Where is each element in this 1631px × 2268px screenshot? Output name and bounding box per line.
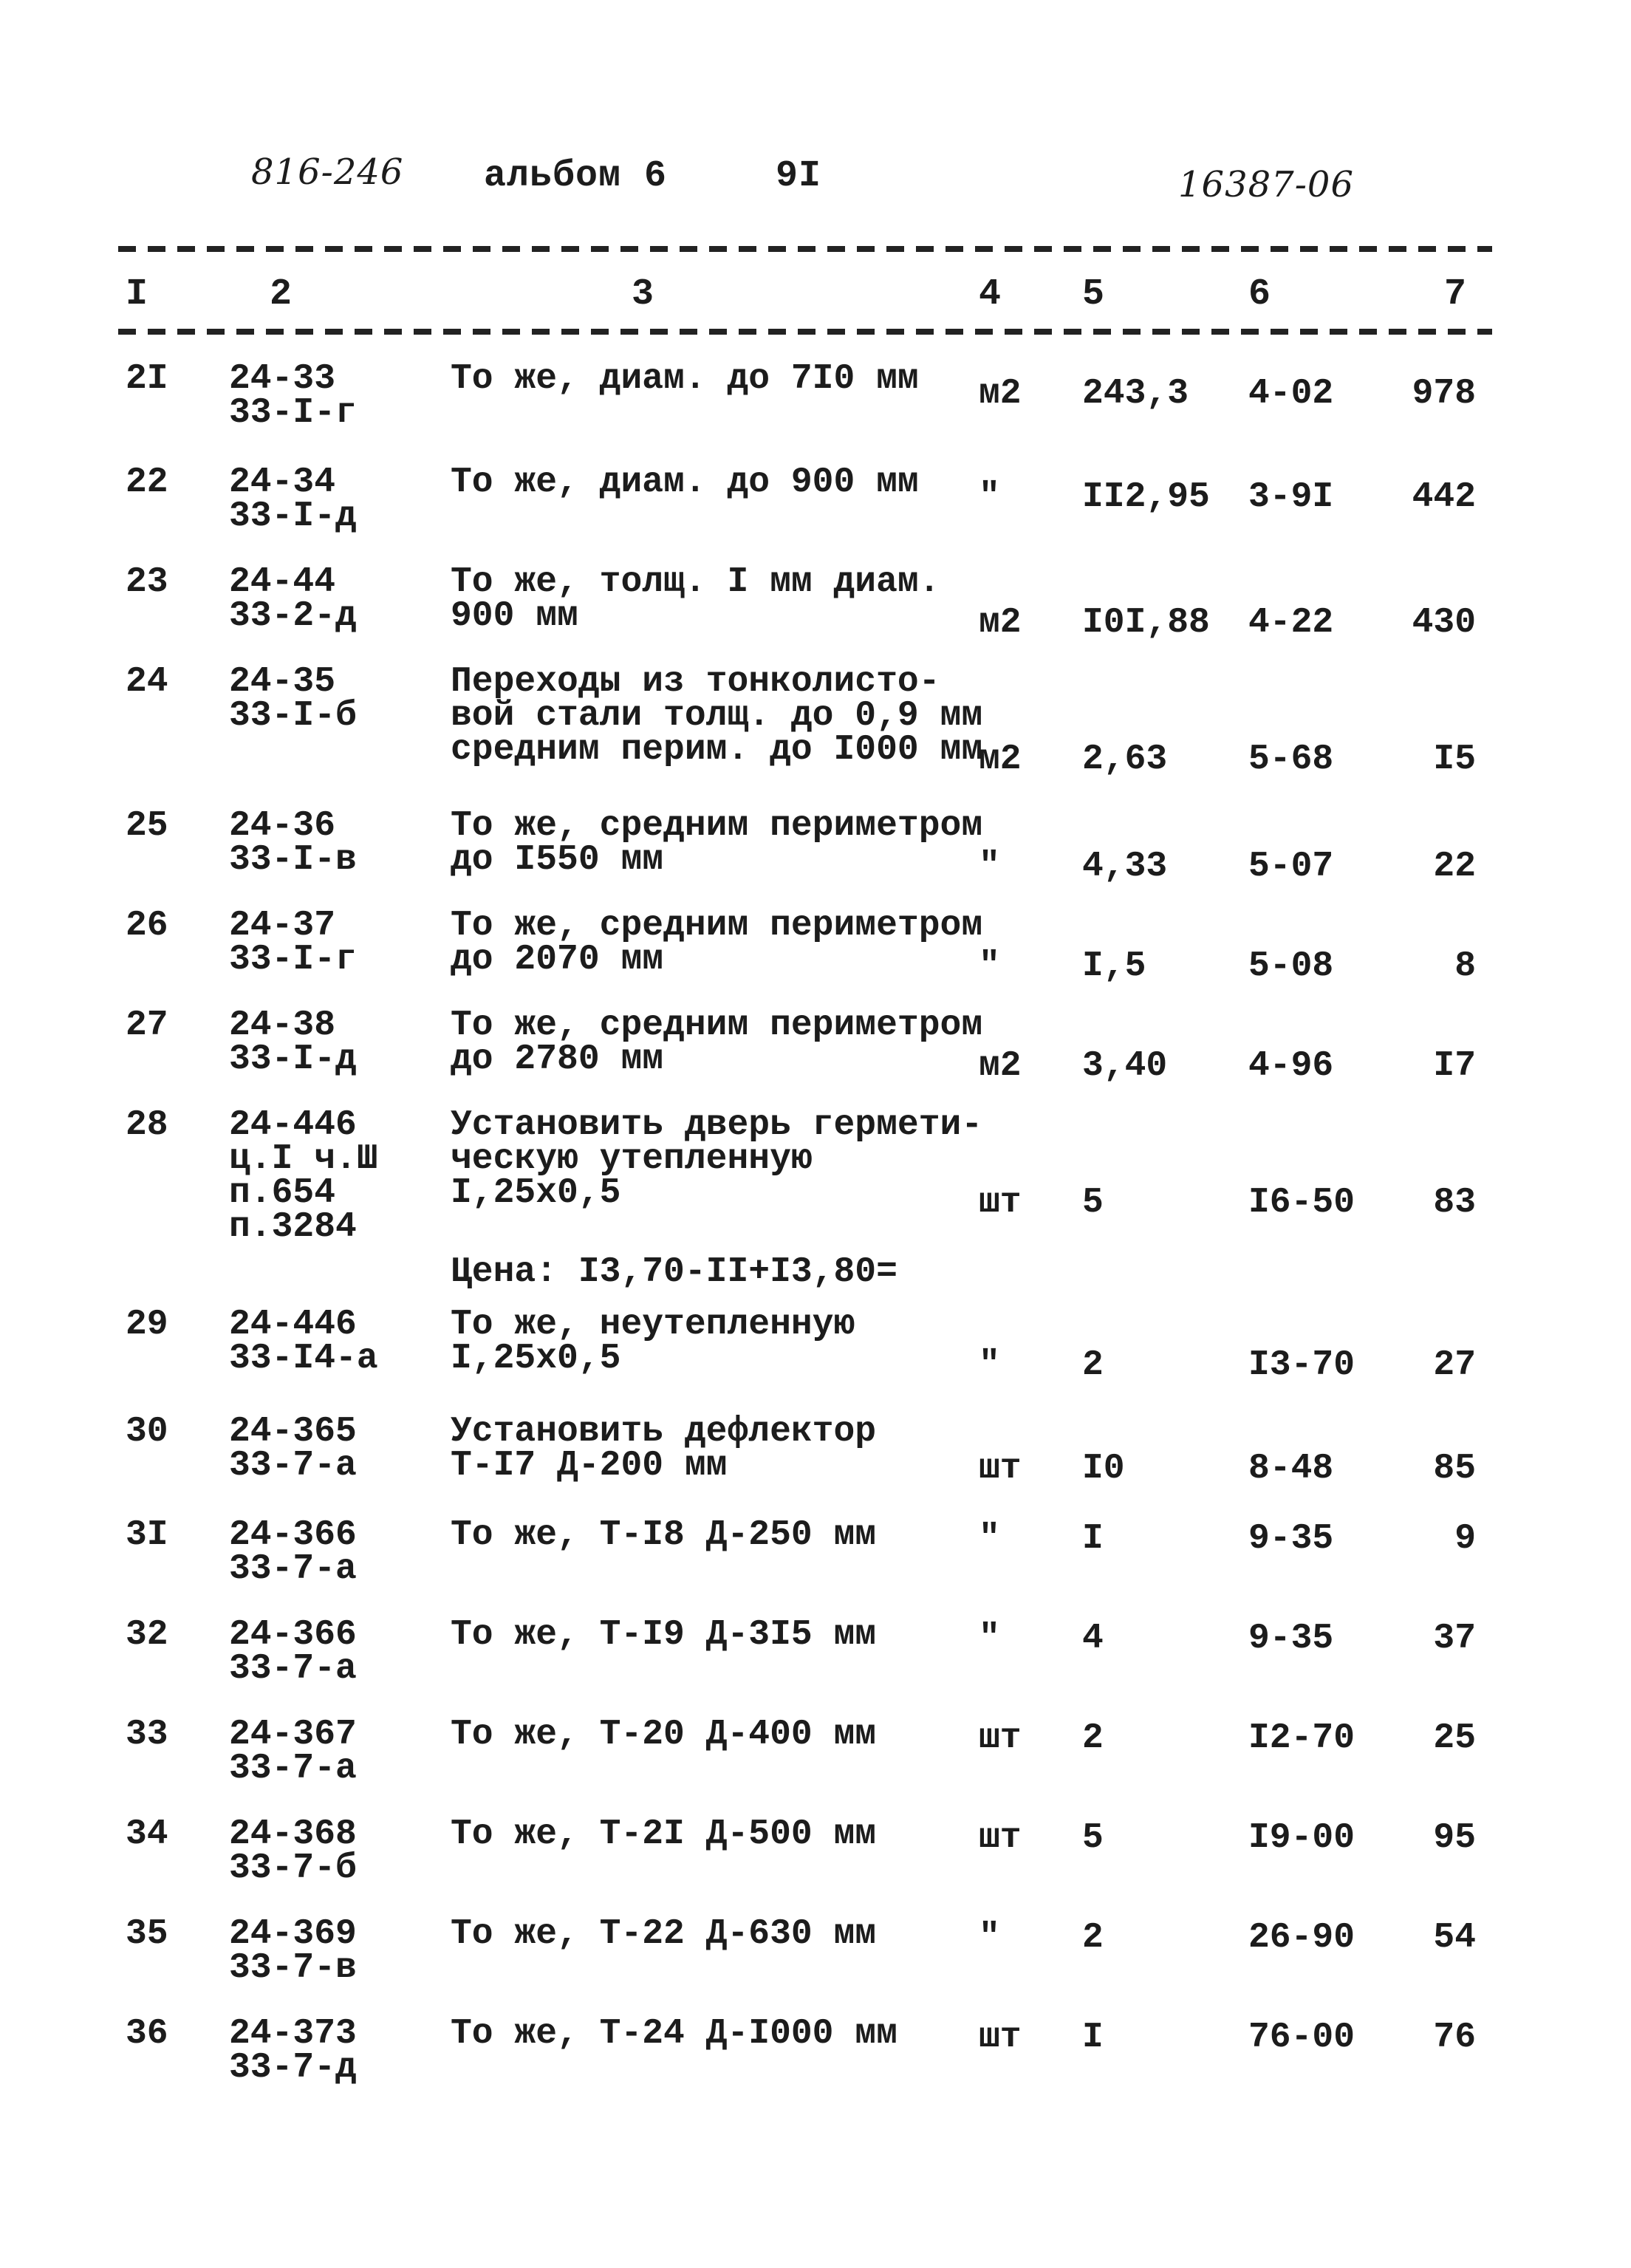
row-description: То же, диам. до 900 мм <box>451 462 919 502</box>
row-description: То же, диам. до 7I0 мм <box>451 359 919 399</box>
row-total: 83 <box>1433 1183 1476 1223</box>
column-number-6: 6 <box>1248 273 1271 315</box>
row-number: 32 <box>126 1615 168 1655</box>
row-quantity: 4,33 <box>1082 847 1168 887</box>
row-code: 24-37 33-I-г <box>229 906 357 980</box>
row-quantity: I <box>1082 1519 1104 1559</box>
row-number: 34 <box>126 1814 168 1854</box>
row-number: 36 <box>126 2014 168 2054</box>
row-description: То же, Т-22 Д-630 мм <box>451 1914 877 1954</box>
row-description: То же, средним периметром до 2070 мм <box>451 906 983 980</box>
row-description: Установить дверь гермети- ческую утепленную I,25х0,5 <box>451 1105 983 1213</box>
row-quantity: I,5 <box>1082 946 1146 986</box>
row-unit-price: 26-90 <box>1248 1918 1355 1958</box>
row-number: 28 <box>126 1105 168 1145</box>
row-description: Установить дефлектор Т-I7 Д-200 мм <box>451 1412 877 1486</box>
row-unit: шт <box>979 1718 1022 1758</box>
row-description: То же, средним периметром до 2780 мм <box>451 1005 983 1079</box>
row-description: Переходы из тонколисто- вой стали толщ. до 0,9 мм средним перим. до I000 мм <box>451 662 983 770</box>
row-code: 24-446 ц.I ч.Ш п.654 п.3284 <box>229 1105 378 1247</box>
row-total: 442 <box>1412 477 1476 517</box>
album-label: альбом 6 <box>484 155 668 197</box>
row-unit-price: 8-48 <box>1248 1449 1334 1489</box>
row-unit-price: 4-96 <box>1248 1046 1334 1086</box>
row-number: 24 <box>126 662 168 702</box>
row-quantity: 2 <box>1082 1918 1104 1958</box>
row-code: 24-365 33-7-а <box>229 1412 357 1486</box>
column-number-4: 4 <box>979 273 1002 315</box>
row-unit: " <box>979 946 1000 986</box>
row-unit-price: 9-35 <box>1248 1519 1334 1559</box>
column-number-2: 2 <box>270 273 293 315</box>
row-number: 2I <box>126 359 168 399</box>
row-code: 24-36 33-I-в <box>229 806 357 880</box>
row-unit: шт <box>979 1818 1022 1858</box>
row-description: То же, Т-I8 Д-250 мм <box>451 1515 877 1555</box>
row-description: То же, неутепленную I,25х0,5 <box>451 1305 855 1379</box>
row-unit: " <box>979 1519 1000 1559</box>
row-description: То же, Т-2I Д-500 мм <box>451 1814 877 1854</box>
row-code: 24-373 33-7-д <box>229 2014 357 2088</box>
row-unit-price: I2-70 <box>1248 1718 1355 1758</box>
row-unit: шт <box>979 1183 1022 1223</box>
row-quantity: 2 <box>1082 1345 1104 1385</box>
row-number: 27 <box>126 1005 168 1045</box>
header-divider <box>118 329 1492 335</box>
row-description: То же, средним периметром до I550 мм <box>451 806 983 880</box>
row-unit: " <box>979 1345 1000 1385</box>
row-unit: " <box>979 477 1000 517</box>
row-unit: шт <box>979 2018 1022 2057</box>
row-quantity: I0I,88 <box>1082 603 1210 643</box>
row-quantity: 2 <box>1082 1718 1104 1758</box>
row-unit-price: 9-35 <box>1248 1619 1334 1659</box>
page-number: 9I <box>776 155 822 197</box>
row-unit-price: 5-07 <box>1248 847 1334 887</box>
row-unit-price: 76-00 <box>1248 2018 1355 2057</box>
row-unit-price: I9-00 <box>1248 1818 1355 1858</box>
row-number: 30 <box>126 1412 168 1452</box>
row-code: 24-446 33-I4-а <box>229 1305 378 1379</box>
row-total: 430 <box>1412 603 1476 643</box>
row-total: 978 <box>1412 374 1476 414</box>
row-unit: " <box>979 1619 1000 1659</box>
row-total: 76 <box>1433 2018 1476 2057</box>
row-code: 24-35 33-I-б <box>229 662 357 736</box>
top-divider <box>118 246 1492 252</box>
row-quantity: 5 <box>1082 1818 1104 1858</box>
row-code: 24-44 33-2-д <box>229 562 357 636</box>
row-code: 24-38 33-I-д <box>229 1005 357 1079</box>
row-quantity: 2,63 <box>1082 740 1168 779</box>
row-total: 22 <box>1433 847 1476 887</box>
row-quantity: 4 <box>1082 1619 1104 1659</box>
row-total: 25 <box>1433 1718 1476 1758</box>
row-quantity: I0 <box>1082 1449 1125 1489</box>
row-unit-price: 4-22 <box>1248 603 1334 643</box>
row-quantity: I <box>1082 2018 1104 2057</box>
column-number-1: I <box>126 273 148 315</box>
row-quantity: 3,40 <box>1082 1046 1168 1086</box>
row-unit: м2 <box>979 374 1022 414</box>
row-total: 27 <box>1433 1345 1476 1385</box>
row-code: 24-367 33-7-а <box>229 1715 357 1789</box>
row-code: 24-33 33-I-г <box>229 359 357 433</box>
row-unit: м2 <box>979 1046 1022 1086</box>
handwritten-code-right: 16387-06 <box>1178 164 1354 205</box>
row-unit: м2 <box>979 740 1022 779</box>
row-number: 33 <box>126 1715 168 1755</box>
row-total: 8 <box>1454 946 1476 986</box>
row-total: 37 <box>1433 1619 1476 1659</box>
row-total: I7 <box>1433 1046 1476 1086</box>
row-unit-price: I6-50 <box>1248 1183 1355 1223</box>
row-unit: м2 <box>979 603 1022 643</box>
row-quantity: 243,3 <box>1082 374 1189 414</box>
row-unit-price: 5-68 <box>1248 740 1334 779</box>
row-total: 54 <box>1433 1918 1476 1958</box>
row-number: 3I <box>126 1515 168 1555</box>
price-note: Цена: I3,70-II+I3,80= <box>451 1252 897 1292</box>
row-number: 29 <box>126 1305 168 1345</box>
row-description: То же, толщ. I мм диам. 900 мм <box>451 562 940 636</box>
row-total: 85 <box>1433 1449 1476 1489</box>
row-number: 26 <box>126 906 168 946</box>
row-code: 24-368 33-7-б <box>229 1814 357 1888</box>
row-total: 9 <box>1454 1519 1476 1559</box>
row-unit-price: 3-9I <box>1248 477 1334 517</box>
column-number-7: 7 <box>1444 273 1467 315</box>
row-unit-price: I3-70 <box>1248 1345 1355 1385</box>
row-number: 23 <box>126 562 168 602</box>
row-number: 35 <box>126 1914 168 1954</box>
row-quantity: II2,95 <box>1082 477 1210 517</box>
row-unit: " <box>979 1918 1000 1958</box>
row-quantity: 5 <box>1082 1183 1104 1223</box>
row-number: 25 <box>126 806 168 846</box>
handwritten-code-left: 816-246 <box>251 151 404 193</box>
row-code: 24-34 33-I-д <box>229 462 357 536</box>
row-description: То же, Т-24 Д-I000 мм <box>451 2014 897 2054</box>
row-unit-price: 5-08 <box>1248 946 1334 986</box>
row-code: 24-369 33-7-в <box>229 1914 357 1988</box>
row-description: То же, Т-20 Д-400 мм <box>451 1715 877 1755</box>
row-total: 95 <box>1433 1818 1476 1858</box>
row-description: То же, Т-I9 Д-3I5 мм <box>451 1615 877 1655</box>
column-number-3: 3 <box>632 273 654 315</box>
row-number: 22 <box>126 462 168 502</box>
row-total: I5 <box>1433 740 1476 779</box>
row-unit: шт <box>979 1449 1022 1489</box>
row-unit: " <box>979 847 1000 887</box>
column-number-5: 5 <box>1082 273 1105 315</box>
row-code: 24-366 33-7-а <box>229 1615 357 1689</box>
row-code: 24-366 33-7-а <box>229 1515 357 1589</box>
row-unit-price: 4-02 <box>1248 374 1334 414</box>
